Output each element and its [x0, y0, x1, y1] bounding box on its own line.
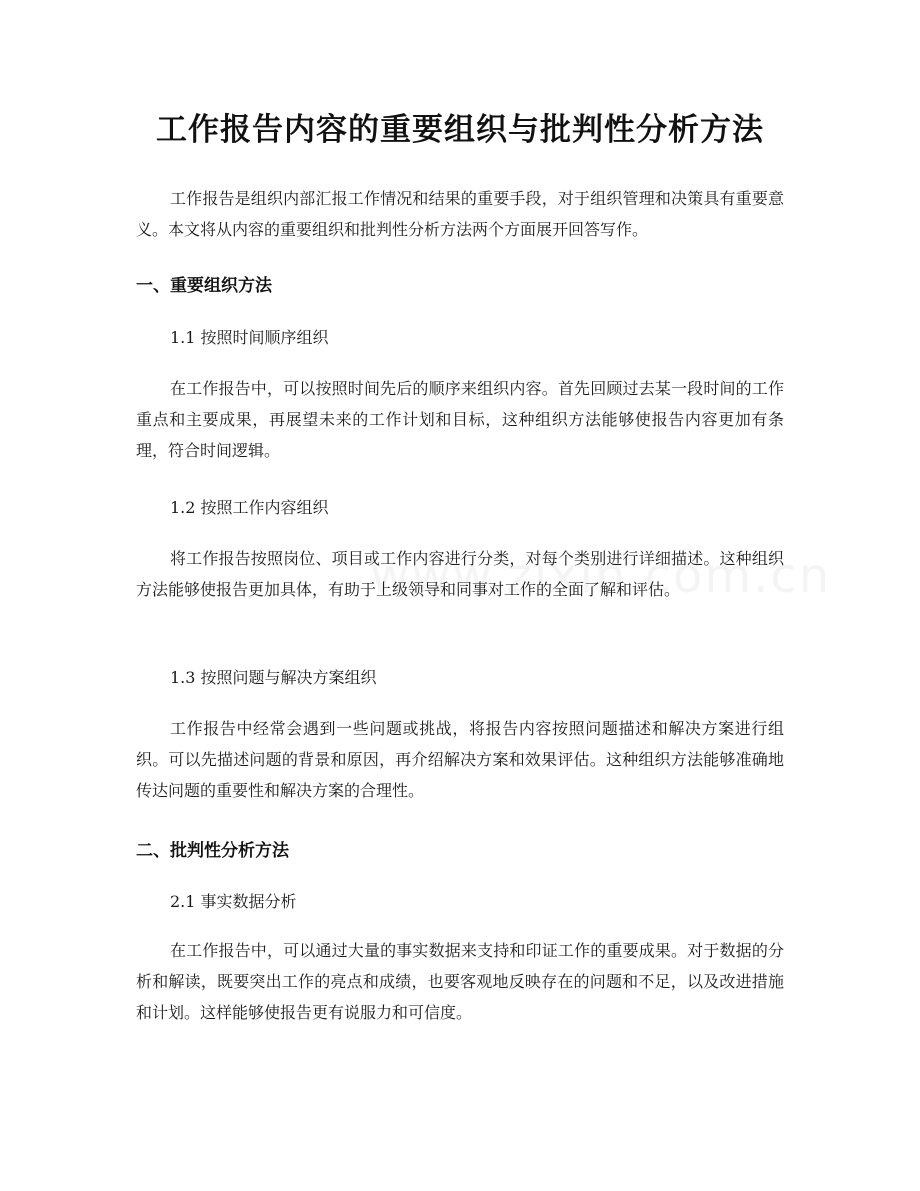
section-2-heading: 二、批判性分析方法 — [136, 841, 289, 861]
subsection-1-3-paragraph: 工作报告中经常会遇到一些问题或挑战，将报告内容按照问题描述和解决方案进行组织。可以先描述问题的背景和原因，再介绍解决方案和效果评估。这种组织方法能够准确地传达问题的重要性和解决方案的合理性。 — [136, 719, 784, 800]
subsection-2-1-paragraph: 在工作报告中，可以通过大量的事实数据来支持和印证工作的重要成果。对于数据的分析和解读，既要突出工作的亮点和成绩，也要客观地反映存在的问题和不足，以及改进措施和计划。这样能够使报告更有说服力和可信度。 — [136, 941, 784, 1022]
section-1-heading: 一、重要组织方法 — [136, 276, 272, 296]
subsection-1-3-heading: 1.3 按照问题与解决方案组织 — [170, 668, 377, 687]
intro-paragraph: 工作报告是组织内部汇报工作情况和结果的重要手段，对于组织管理和决策具有重要意义。本文将从内容的重要组织和批判性分析方法两个方面展开回答写作。 — [136, 189, 784, 239]
subsection-1-1-paragraph: 在工作报告中，可以按照时间先后的顺序来组织内容。首先回顾过去某一段时间的工作重点和主要成果，再展望未来的工作计划和目标，这种组织方法能够使报告内容更加有条理，符合时间逻辑。 — [136, 379, 784, 460]
subsection-1-2-heading: 1.2 按照工作内容组织 — [170, 498, 329, 517]
subsection-1-1-heading: 1.1 按照时间顺序组织 — [170, 328, 329, 347]
document-title: 工作报告内容的重要组织与批判性分析方法 — [156, 112, 764, 148]
subsection-1-2-paragraph: 将工作报告按照岗位、项目或工作内容进行分类，对每个类别进行详细描述。这种组织方法能够使报告更加具体，有助于上级领导和同事对工作的全面了解和评估。 — [136, 549, 784, 599]
subsection-2-1-heading: 2.1 事实数据分析 — [170, 892, 297, 911]
